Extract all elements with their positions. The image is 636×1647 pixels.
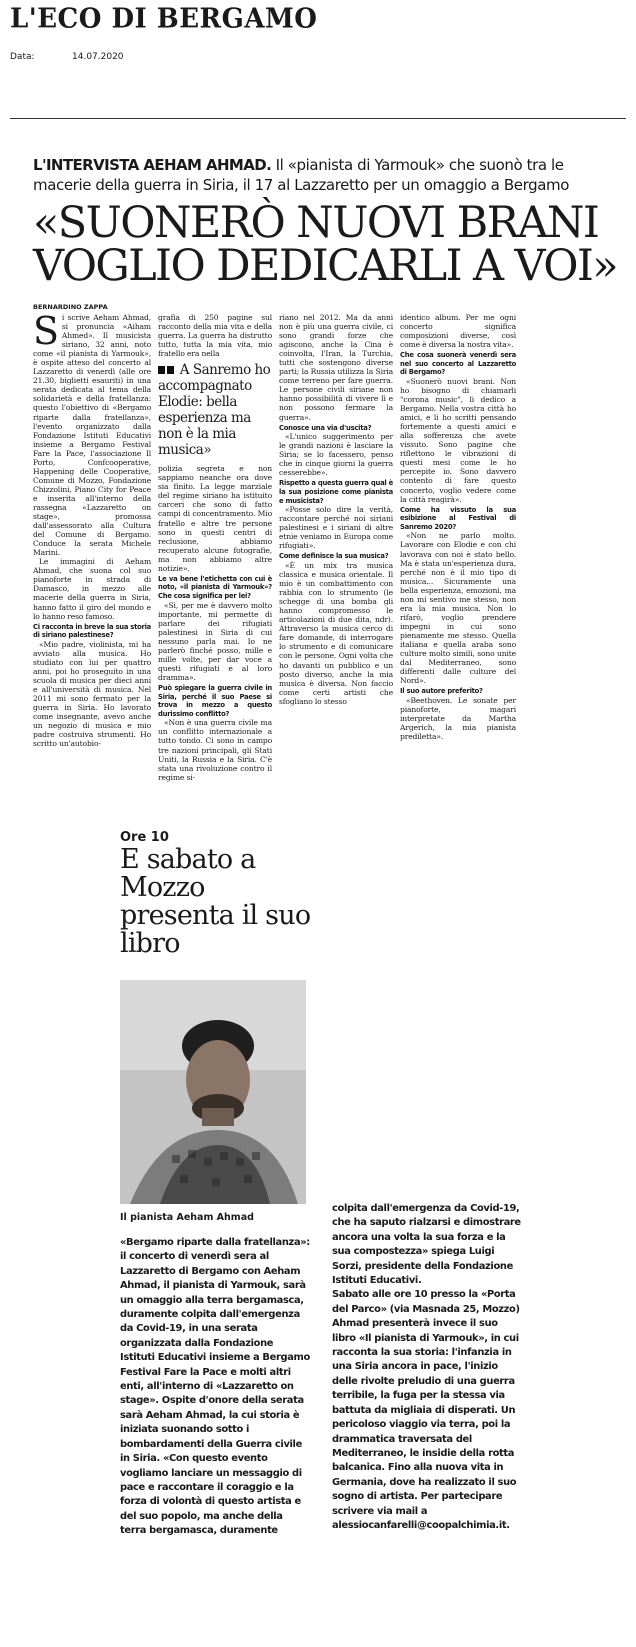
paragraph: «Sì, per me è davvero molto importante, mi permette di parlare dei rifugiati palestinesi in Siria di cui nessuno parla mai. Io ne parlerò finché posso, mille e mille volte, per dar voce a questi rifugiati e al loro dramma».	[158, 600, 272, 682]
paragraph: polizia segreta e non sappiamo neanche ora dove sia finito. La legge marziale del regime siriano ha istituito carceri che sono di fatto campi di concentramento. Mio fratello e altre tre persone sono in questi centri di reclusione, abbiamo recuperato alcune fotografie, ma non abbiamo altre notizie».	[158, 464, 272, 573]
portrait-photo	[120, 980, 306, 1204]
newspaper-masthead: L'ECO DI BERGAMO	[10, 3, 318, 35]
paragraph: «Non è una guerra civile ma un conflitto internazionale a tutto tondo. Ci sono in campo tre nazioni principali, gli Stati Uniti, la Russia e la Siria. C'è stata una rivoluzione contro il regime si-	[158, 718, 272, 782]
paragraph: riano nel 2012. Ma da anni non è più una guerra civile, ci sono grandi forze che agiscono, anche la Cina è coinvolta, l'Iran, la Turchia, tutti che sostengono diverse parti; la Russia utilizza la Siria come terreno per fare guerra. Le persone civili siriane non hanno possibilità di vivere lì e non possono fermare la guerra».	[279, 313, 393, 422]
interview-question: Come definisce la sua musica?	[279, 552, 389, 561]
interview-question: Le va bene l'etichetta con cui è noto, «il pianista di Yarmouk»? Che cosa significa per lei?	[158, 574, 272, 600]
article-column-1	[33, 309, 152, 749]
interview-question: Conosce una via d'uscita?	[279, 423, 372, 432]
paragraph: identico album. Per me ogni concerto significa composizioni diverse, così come è diversa la nostra vita».	[400, 313, 516, 350]
photo-caption: Il pianista Aeham Ahmad	[120, 1212, 254, 1223]
paragraph: «Posse solo dire la verità, raccontare perché noi siriani palestinesi e i siriani di altre etnie veniamo in Europa come rifugiati».	[279, 505, 393, 551]
paragraph: colpita dall'emergenza da Covid-19, che ha saputo rialzarsi e dimostrare ancora una volta la sua forza e la sua compostezza» spiega Luigi Sorzi, presidente della Fondazione Istituti Educativi.	[332, 1203, 521, 1287]
paragraph: «Bergamo riparte dalla fratellanza»: il concerto di venerdì sera al Lazzaretto di Bergamo con Aeham Ahmad, il pianista di Yarmouk, sarà un omaggio alla terra bergamasca, duramente colpita dall'emergenza da Covid-19, in una serata organizzata dalla Fondazione Istituti Educativi insieme a Bergamo Festival Fare la Pace e molti altri enti, all'interno di «Lazzaretto on stage». Ospite d'onore della serata sarà Aeham Ahmad, la cui storia è iniziata suonando sotto i bombardamenti della Guerra civile in Siria. «Con questo evento vogliamo lanciare un messaggio di pace e raccontare il coraggio e la forza di volontà di questo artista e del suo popolo, ma anche della terra bergamasca, duramente	[120, 1237, 310, 1537]
paragraph: «Non ne parlo molto. Lavorare con Elodie e con chi lavorava con noi è stato bello. Ma è stata un'esperienza dura, perché non è il mio tipo di musica... Sicuramente una bella esperienza, emozioni, ma non mi sentivo me stesso, non era la mia musica. Non lo rifarò, voglio prendere impegni in cui sono pienamente me stesso. Quella italiana e quella araba sono culture molto simili, sono unite dal Mediterraneo, sono differenti dalle culture del Nord».	[400, 531, 516, 686]
sidebar-box-title: E sabato a Mozzo presenta il suo libro	[120, 844, 311, 959]
paragraph: «L'unico suggerimento per le grandi nazioni è lasciare la Siria; se lo facessero, penso che in cinque giorni la guerra cesserebbe».	[279, 432, 393, 478]
sidebar-text-right	[332, 1202, 522, 1533]
header-divider	[10, 118, 626, 119]
kicker-text: Il «pianista di Yarmouk» che suonò tra le macerie della guerra in Siria, il 17 al Lazzaretto per un omaggio a Bergamo	[33, 156, 569, 194]
article-byline: BERNARDINO ZAPPA	[33, 303, 108, 311]
paragraph: grafia di 250 pagine sul racconto della mia vita e della guerra. La guerra ha distrutto tutto, tutta la mia vita, mio fratello era nella	[158, 313, 272, 359]
paragraph: i scrive Aeham Ahmad, si pronuncia «Aiham Ahmed». Il musicista siriano, 32 anni, noto come «il pianista di Yarmouk», è ospite atteso del concerto al Lazzaretto di venerdì (alle ore 21.30, biglietti esauriti) in una serata dedicata al tema della solidarietà e della fratellanza: questo l'obiettivo di «Bergamo riparte dalla fratellanza», l'evento organizzato dalla Fondazione Istituti Educativi insieme a Bergamo Festival Fare la Pace, l'associazione Il Porto, Confcooperative, Happening delle Cooperative, Comune di Mozzo, Fondazione Chizzolini, Piano City for Peace e inserita all'interno della rassegna «Lazzaretto on stage», promossa dall'assessorato alla Cultura del Comune di Bergamo. Conduce la serata Michele Marini.	[33, 313, 151, 558]
pull-quote-text: A Sanremo ho accompagnato Elodie: bella esperienza ma non è la mia musica»	[158, 362, 271, 459]
article-column-3	[279, 313, 393, 706]
interview-question: Che cosa suonerà venerdì sera nel suo concerto al Lazzaretto di Bergamo?	[400, 351, 516, 377]
sidebar-text-left	[120, 1236, 310, 1539]
kicker-bold: L'INTERVISTA AEHAM AHMAD.	[33, 156, 272, 174]
paragraph: Sabato alle ore 10 presso la «Porta del Parco» (via Masnada 25, Mozzo) Ahmad presenterà invece il suo libro «Il pianista di Yarmouk», in cui racconta la sua storia: l'infanzia in una Siria ancora in pace, l'inizio delle rivolte preludio di una guerra terribile, la fuga per la stessa via battuta da migliaia di disperati. Un pericoloso viaggio via terra, poi la drammatica traversata del Mediterraneo, le insidie della rotta balcanica. Fino alla nuova vita in Germania, dove ha realizzato il suo sogno di artista. Per partecipare scrivere via mail a alessiocanfarelli@coopalchimia.it.	[332, 1289, 520, 1531]
pull-quote	[158, 362, 272, 458]
article-headline: «SUONERÒ NUOVI BRANI VOGLIO DEDICARLI A VOI»	[33, 198, 617, 291]
interview-question: Come ha vissuto la sua esibizione al Festival di Sanremo 2020?	[400, 505, 516, 531]
date-value: 14.07.2020	[72, 52, 124, 62]
paragraph: «È un mix tra musica classica e musica orientale. Il mio è un combattimento con rabbia con lo strumento (le schegge di una bomba gli hanno compromesso le articolazioni di due dita, ndr). Attraverso la musica cerco di fare domande, di interrogare lo strumento e di comunicare con le persone. Ogni volta che ho davanti un pubblico e un posto diverso, anche la mia musica è diversa. Non faccio come certi artisti che sfogliano lo stesso	[279, 561, 393, 706]
article-kicker	[33, 155, 623, 195]
article-column-4	[400, 313, 516, 741]
portrait-illustration	[120, 980, 306, 1204]
interview-question: Rispetto a questa guerra qual è la sua posizione come pianista e musicista?	[279, 479, 393, 505]
dropcap: S	[33, 309, 59, 353]
interview-question: Può spiegare la guerra civile in Siria, perché il suo Paese si trova in mezzo a questo durissimo conflitto?	[158, 684, 272, 718]
square-bullet-icon	[167, 366, 174, 374]
paragraph: «Suonerò nuovi brani. Non ho bisogno di chiamarli "corona music", li dedico a Bergamo. Nella vostra città ho amici, e li ho scritti pensando fortemente a questi amici e alla sofferenza che avete vissuto. Sono pagine che riflettono le vibrazioni di questi mesi come le ho percepite io. Sono davvero contento di fare questo concerto, voglio vedere come la città reagirà».	[400, 376, 516, 504]
paragraph: «Beethoven. Le sonate per pianoforte, magari interpretate da Martha Argerich, la mia pianista prediletta».	[400, 695, 516, 741]
interview-question: Ci racconta in breve la sua storia di siriano palestinese?	[33, 622, 152, 640]
paragraph: Le immagini di Aeham Ahmad, che suona col suo pianoforte in strada di Damasco, in mezzo alle macerie della guerra in Siria, hanno fatto il giro del mondo e lo hanno reso famoso.	[33, 557, 151, 621]
square-bullet-icon	[158, 366, 165, 374]
interview-question: Il suo autore preferito?	[400, 687, 483, 696]
date-label: Data:	[10, 52, 35, 62]
article-column-2	[158, 313, 272, 782]
paragraph: «Mio padre, violinista, mi ha avviato alla musica. Ho studiato con lui per quattro anni, poi ho proseguito in una scuola di musica per dieci anni e all'università di musica. Nel 2011 mi sono fermato per la guerra in Siria. Ho lavorato come insegnante, avevo anche un negozio di musica e mio padre costruiva strumenti. Ho scritto un'autobio-	[33, 639, 151, 749]
sidebar-box-label: Ore 10	[120, 830, 169, 845]
